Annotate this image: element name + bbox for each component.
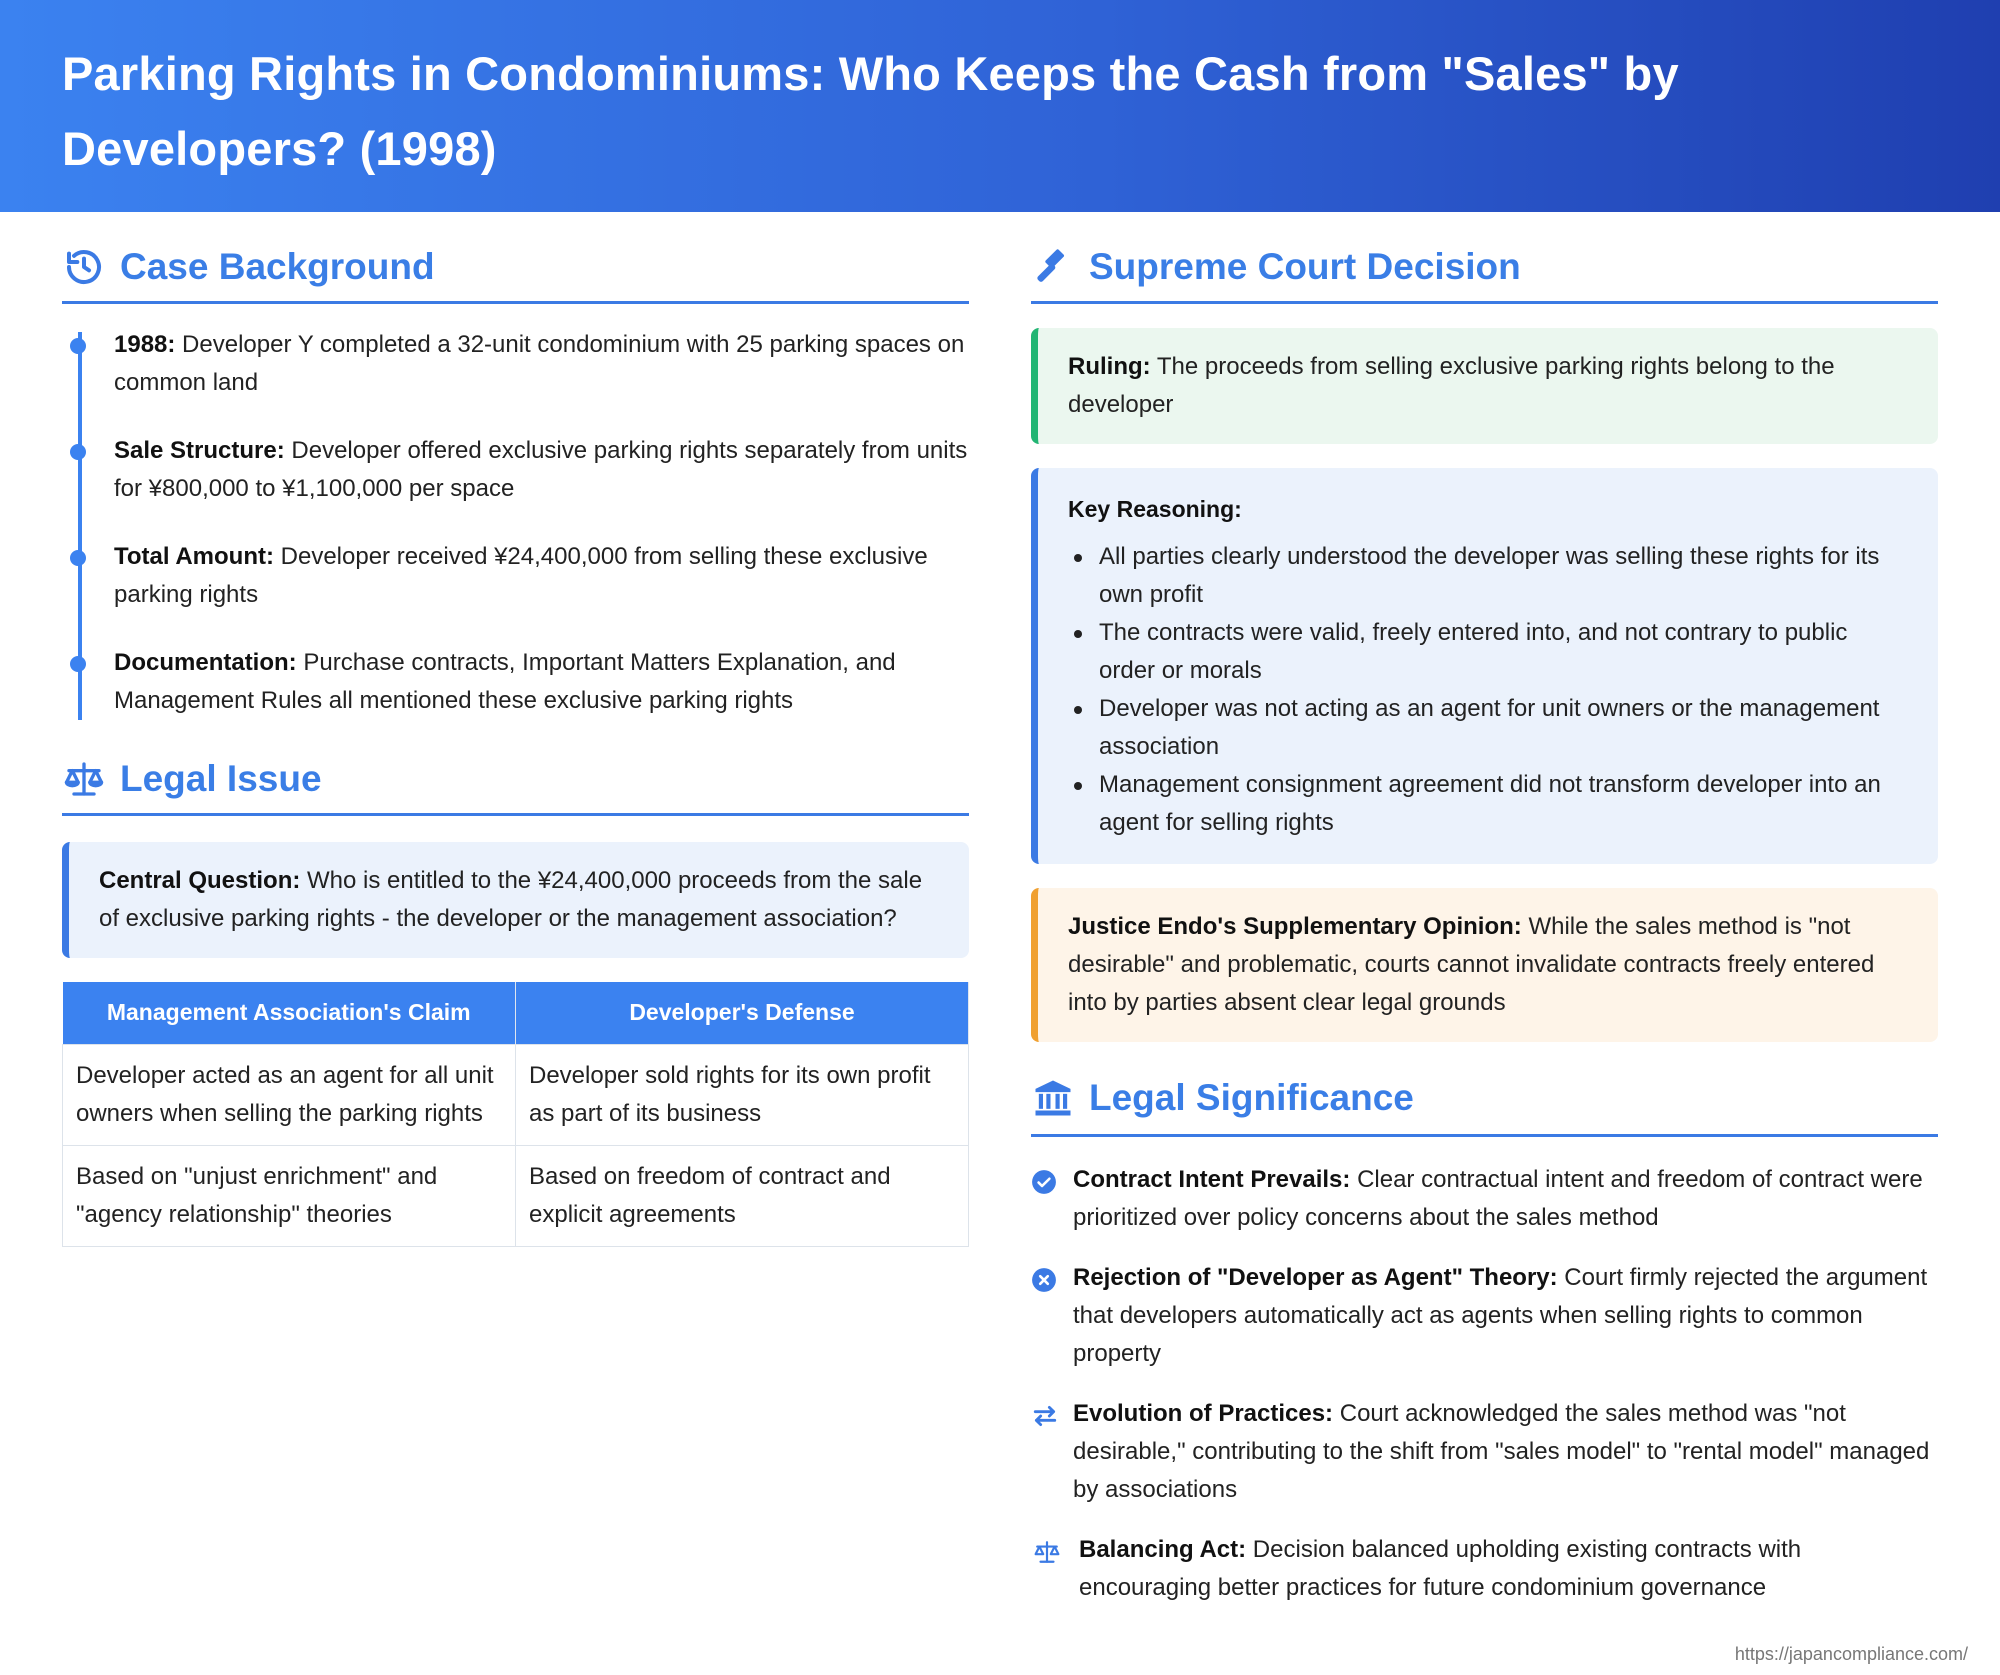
background-timeline — [62, 326, 969, 720]
table-header: Management Association's Claim — [63, 982, 516, 1044]
timeline-item — [114, 432, 969, 508]
table-header: Developer's Defense — [516, 982, 969, 1044]
item-label: Evolution of Practices: — [1073, 1400, 1334, 1427]
timeline-text: Purchase contracts, Important Matters Explanation, and Management Rules all mentioned these exclusive parking rights — [114, 649, 896, 714]
claims-table — [62, 982, 969, 1247]
table-row — [63, 1145, 969, 1246]
timeline-label: Documentation: — [114, 649, 297, 676]
table-cell: Developer acted as an agent for all unit owners when selling the parking rights — [63, 1044, 516, 1145]
history-icon — [62, 245, 106, 289]
question-text: Who is entitled to the ¥24,400,000 proceeds from the sale of exclusive parking rights - the developer or the management association? — [99, 867, 923, 932]
right-column — [1031, 212, 1938, 1629]
timeline-label: 1988: — [114, 331, 176, 358]
item-label: Contract Intent Prevails: — [1073, 1166, 1351, 1193]
scales-icon — [1031, 1531, 1079, 1607]
page-title: Parking Rights in Condominiums: Who Keeps the Cash from "Sales" by Developers? (1998) — [62, 47, 1679, 175]
central-question-callout — [62, 842, 969, 958]
timeline-item — [114, 644, 969, 720]
section-title: Supreme Court Decision — [1089, 245, 1521, 287]
timeline-text: Developer received ¥24,400,000 from selling these exclusive parking rights — [114, 543, 928, 608]
timeline-dot — [70, 550, 86, 566]
x-circle-icon — [1031, 1259, 1073, 1373]
timeline-dot — [70, 338, 86, 354]
list-item: Developer was not acting as an agent for unit owners or the management association — [1068, 690, 1908, 766]
item-label: Balancing Act: — [1079, 1536, 1247, 1563]
list-item — [1031, 1259, 1938, 1373]
timeline-dot — [70, 444, 86, 460]
timeline-label: Sale Structure: — [114, 437, 285, 464]
timeline-dot — [70, 656, 86, 672]
item-text: Clear contractual intent and freedom of contract were prioritized over policy concerns about the sales method — [1073, 1166, 1923, 1231]
list-item: Management consignment agreement did not transform developer into an agent for selling rights — [1068, 766, 1908, 842]
key-reasoning-callout — [1031, 468, 1938, 864]
scales-icon — [62, 757, 106, 801]
item-text: Court firmly rejected the argument that developers automatically act as agents when selling rights to common property — [1073, 1264, 1928, 1367]
list-item — [1031, 1395, 1938, 1509]
reasoning-list — [1068, 538, 1908, 842]
list-item: All parties clearly understood the developer was selling these rights for its own profit — [1068, 538, 1908, 614]
ruling-callout — [1031, 328, 1938, 444]
item-text: Court acknowledged the sales method was "not desirable," contributing to the shift from "sales model" to "rental model" managed by associations — [1073, 1400, 1930, 1503]
supreme-court-decision-heading — [1031, 212, 1938, 304]
question-label: Central Question: — [99, 867, 301, 894]
timeline-item — [114, 326, 969, 402]
institution-icon — [1031, 1076, 1075, 1120]
case-background-heading — [62, 212, 969, 304]
opinion-text: While the sales method is "not desirable" and problematic, courts cannot invalidate contracts freely entered into by parties absent clear legal grounds — [1068, 913, 1875, 1016]
timeline-text: Developer Y completed a 32-unit condominium with 25 parking spaces on common land — [114, 331, 965, 396]
list-item — [1031, 1161, 1938, 1237]
gavel-icon — [1031, 245, 1075, 289]
item-text: Decision balanced upholding existing contracts with encouraging better practices for future condominium governance — [1079, 1536, 1802, 1601]
footer-url: https://japancompliance.com/ — [1734, 1644, 1968, 1664]
page-header — [0, 0, 2000, 212]
table-cell: Based on freedom of contract and explicit agreements — [516, 1145, 969, 1246]
section-title: Case Background — [120, 245, 435, 287]
item-label: Rejection of "Developer as Agent" Theory: — [1073, 1264, 1558, 1291]
significance-list — [1031, 1161, 1938, 1607]
exchange-arrows-icon — [1031, 1395, 1073, 1509]
left-column — [62, 212, 969, 1247]
timeline-item — [114, 538, 969, 614]
section-title: Legal Significance — [1089, 1077, 1414, 1118]
reasoning-title: Key Reasoning: — [1068, 496, 1242, 522]
table-cell: Developer sold rights for its own profit as part of its business — [516, 1044, 969, 1145]
check-circle-icon — [1031, 1161, 1073, 1237]
timeline-label: Total Amount: — [114, 543, 274, 570]
legal-significance-heading — [1031, 1042, 1938, 1137]
timeline-text: Developer offered exclusive parking rights separately from units for ¥800,000 to ¥1,100,000 per space — [114, 437, 968, 502]
section-title: Legal Issue — [120, 757, 322, 799]
table-cell: Based on "unjust enrichment" and "agency relationship" theories — [63, 1145, 516, 1246]
ruling-label: Ruling: — [1068, 353, 1151, 380]
legal-issue-heading — [62, 724, 969, 816]
supplementary-opinion-callout — [1031, 888, 1938, 1042]
list-item — [1031, 1531, 1938, 1607]
table-row — [63, 1044, 969, 1145]
ruling-text: The proceeds from selling exclusive parking rights belong to the developer — [1068, 353, 1835, 418]
opinion-label: Justice Endo's Supplementary Opinion: — [1068, 913, 1522, 940]
list-item: The contracts were valid, freely entered into, and not contrary to public order or morals — [1068, 614, 1908, 690]
